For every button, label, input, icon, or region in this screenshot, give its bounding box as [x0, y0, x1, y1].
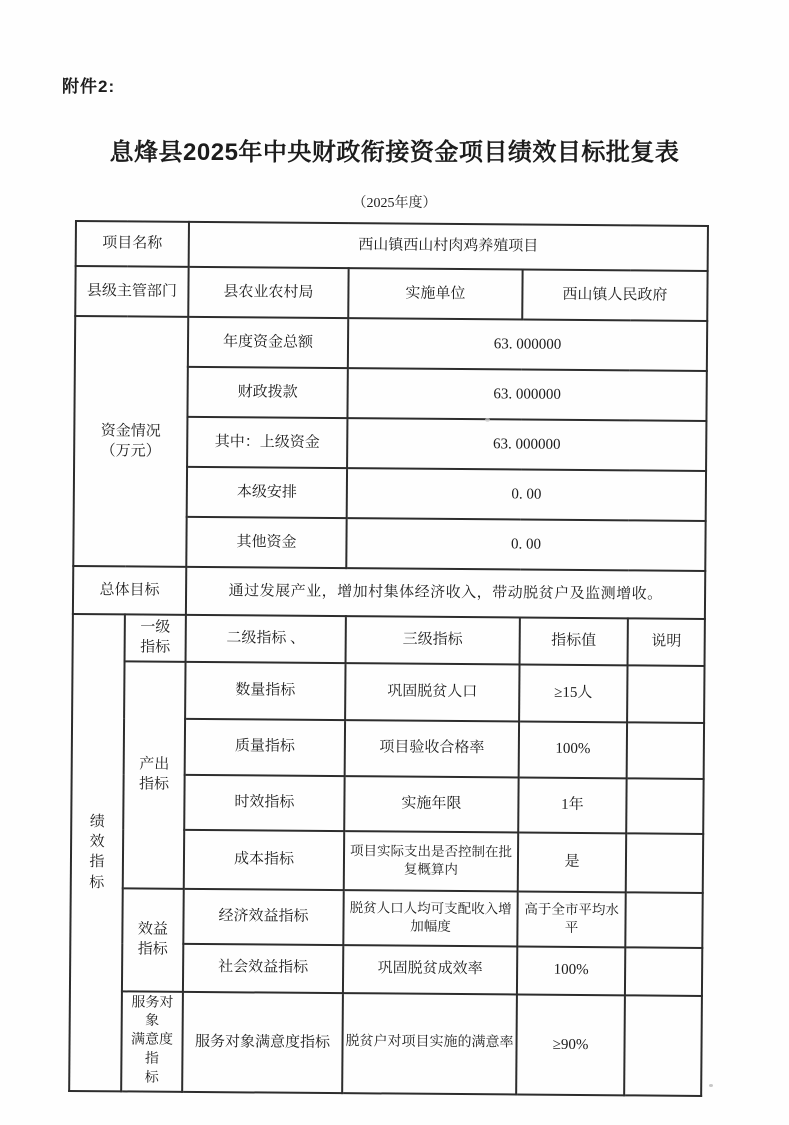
timeliness-value: 1年 [518, 777, 626, 833]
indicator-group-label: 绩 效 指 标 [69, 614, 125, 1091]
satisfaction-value: ≥90% [516, 994, 625, 1095]
project-name-label: 项目名称 [76, 221, 189, 267]
row-indicator-header [73, 614, 705, 665]
economic-value: 高于全市平均水平 [517, 891, 625, 947]
quality-level2: 质量指标 [185, 718, 345, 775]
cost-value: 是 [518, 832, 626, 892]
quantity-value: ≥15人 [519, 664, 627, 722]
funding-other-label: 其他资金 [186, 517, 346, 568]
quality-level3: 项目验收合格率 [345, 720, 519, 777]
funding-total-value: 63. 000000 [348, 318, 707, 371]
social-note [625, 947, 702, 996]
header-level2: 二级指标 、 [186, 615, 346, 663]
social-level2: 社会效益指标 [183, 943, 343, 992]
row-quantity-indicator [72, 660, 704, 722]
header-value: 指标值 [520, 618, 628, 665]
row-satisfaction-indicator [69, 990, 702, 1095]
quality-value: 100% [519, 721, 627, 778]
cost-note [626, 833, 703, 893]
benefit-group-label: 效益 指标 [122, 888, 184, 991]
funding-fiscal-value: 63. 000000 [347, 368, 706, 421]
social-level3: 巩固脱贫成效率 [343, 945, 517, 994]
funding-upper-value: 63. 000000 [347, 418, 706, 471]
funding-total-label: 年度资金总额 [188, 317, 348, 368]
satisfaction-note [624, 995, 702, 1096]
row-funding-total [75, 316, 707, 371]
row-project-name [76, 221, 708, 271]
overall-goal-value: 通过发展产业，增加村集体经济收入，带动脱贫户及监测增收。 [186, 567, 705, 619]
funding-other-value: 0. 00 [346, 518, 705, 571]
funding-upper-label: 其中：上级资金 [187, 417, 347, 468]
scan-artifact [709, 1084, 713, 1087]
department-value: 县农业农村局 [188, 267, 348, 318]
timeliness-note [626, 778, 703, 834]
header-level1: 一级 指标 [125, 614, 186, 661]
economic-level3: 脱贫人口人均可支配收入增加幅度 [343, 890, 517, 946]
timeliness-level2: 时效指标 [184, 774, 344, 830]
timeliness-level3: 实施年限 [344, 776, 518, 832]
attachment-label: 附件2: [62, 77, 116, 96]
document-title: 息烽县2025年中央财政衔接资金项目绩效目标批复表 [109, 139, 680, 166]
implementing-unit-label: 实施单位 [348, 268, 522, 319]
header-note: 说明 [628, 618, 705, 665]
scan-artifact [485, 418, 490, 422]
performance-target-table [68, 220, 709, 1097]
project-name-value: 西山镇西山村肉鸡养殖项目 [189, 222, 708, 271]
satisfaction-level3: 脱贫户对项目实施的满意率 [342, 993, 517, 1095]
economic-level2: 经济效益指标 [183, 888, 343, 944]
quantity-note [627, 665, 704, 723]
row-department [75, 266, 707, 321]
funding-local-label: 本级安排 [187, 467, 347, 518]
funding-group-label: 资金情况 （万元） [73, 316, 188, 567]
quality-note [627, 722, 704, 779]
quantity-level3: 巩固脱贫人口 [345, 663, 519, 721]
funding-local-value: 0. 00 [347, 468, 706, 521]
quantity-level2: 数量指标 [185, 661, 345, 719]
table-container [68, 220, 709, 1097]
document-subtitle: （2025年度） [352, 196, 437, 211]
satisfaction-group-label: 服务对象 满意度指 标 [121, 991, 183, 1092]
cost-level3: 项目实际支出是否控制在批复概算内 [344, 831, 518, 891]
funding-fiscal-label: 财政拨款 [187, 367, 347, 418]
header-level3: 三级指标 [346, 616, 520, 664]
department-label: 县级主管部门 [75, 266, 188, 317]
economic-note [625, 892, 702, 948]
overall-goal-label: 总体目标 [73, 566, 186, 615]
row-economic-benefit [70, 887, 702, 947]
social-value: 100% [517, 946, 625, 995]
row-overall-goal [73, 566, 705, 619]
satisfaction-level2: 服务对象满意度指标 [182, 991, 343, 1093]
implementing-unit-value: 西山镇人民政府 [522, 270, 707, 321]
cost-level2: 成本指标 [184, 829, 344, 889]
output-group-label: 产出 指标 [123, 661, 186, 888]
